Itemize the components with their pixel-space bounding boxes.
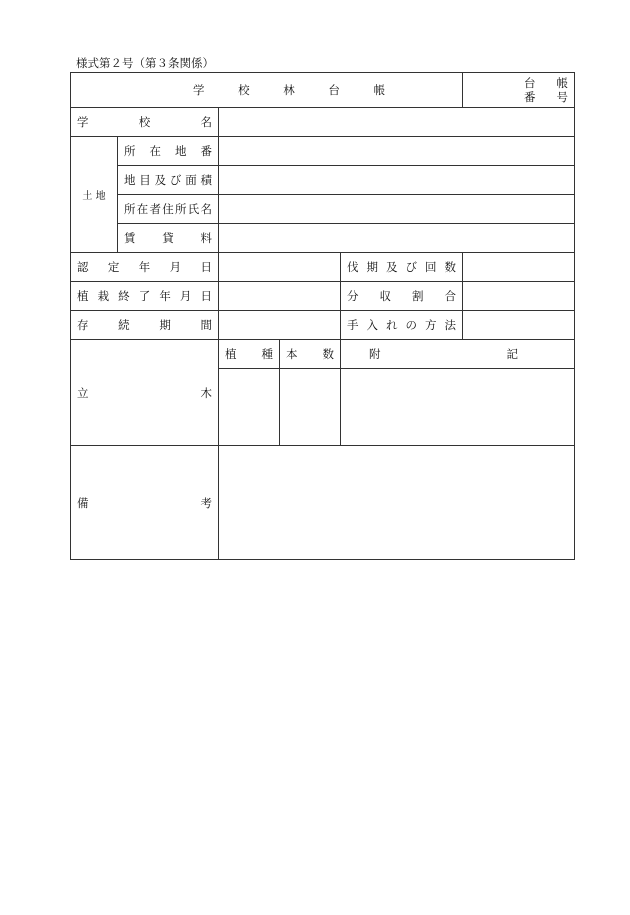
land-owner-label: 所在者住所氏名 — [118, 195, 219, 224]
planting-end-date-value[interactable] — [219, 282, 341, 311]
land-rent-value[interactable] — [219, 224, 575, 253]
sharing-ratio-label: 分 収 割 合 — [341, 282, 463, 311]
standing-trees-label: 立 木 — [71, 340, 219, 446]
duration-label: 存 続 期 間 — [71, 311, 219, 340]
ledger-number-cell — [463, 73, 575, 108]
sharing-ratio-value[interactable] — [463, 282, 575, 311]
tree-notes-value[interactable] — [341, 369, 575, 446]
ledger-title: 学 校 林 台 帳 — [192, 83, 401, 97]
cutting-period-label: 伐期及び回数 — [341, 253, 463, 282]
ledger-title-cell — [71, 73, 463, 108]
land-category-area-value[interactable] — [219, 166, 575, 195]
school-name-value[interactable] — [219, 108, 575, 137]
care-method-label: 手入れの方法 — [341, 311, 463, 340]
approval-date-value[interactable] — [219, 253, 341, 282]
tree-count-value[interactable] — [280, 369, 341, 446]
land-category-area-label: 地目及び面積 — [118, 166, 219, 195]
land-location-label: 所 在 地 番 — [118, 137, 219, 166]
approval-date-label: 認 定 年 月 日 — [71, 253, 219, 282]
school-forest-ledger-table — [70, 72, 575, 560]
tree-count-header: 本 数 — [280, 340, 341, 369]
tree-species-value[interactable] — [219, 369, 280, 446]
land-owner-value[interactable] — [219, 195, 575, 224]
duration-value[interactable] — [219, 311, 341, 340]
tree-species-header: 植 種 — [219, 340, 280, 369]
remarks-value[interactable] — [219, 446, 575, 560]
form-caption: 様式第２号（第３条関係） — [76, 56, 214, 70]
care-method-value[interactable] — [463, 311, 575, 340]
tree-notes-header: 附 記 — [341, 340, 575, 369]
cutting-period-value[interactable] — [463, 253, 575, 282]
land-location-value[interactable] — [219, 137, 575, 166]
land-rent-label: 賃 貸 料 — [118, 224, 219, 253]
ledger-number-label-1: 台 帳 — [524, 76, 569, 90]
remarks-label: 備 考 — [71, 446, 219, 560]
land-label: 土 地 — [71, 137, 118, 253]
school-name-label: 学 校 名 — [71, 108, 219, 137]
ledger-number-label-2: 番 号 — [524, 90, 569, 104]
planting-end-date-label: 植栽終了年月日 — [71, 282, 219, 311]
